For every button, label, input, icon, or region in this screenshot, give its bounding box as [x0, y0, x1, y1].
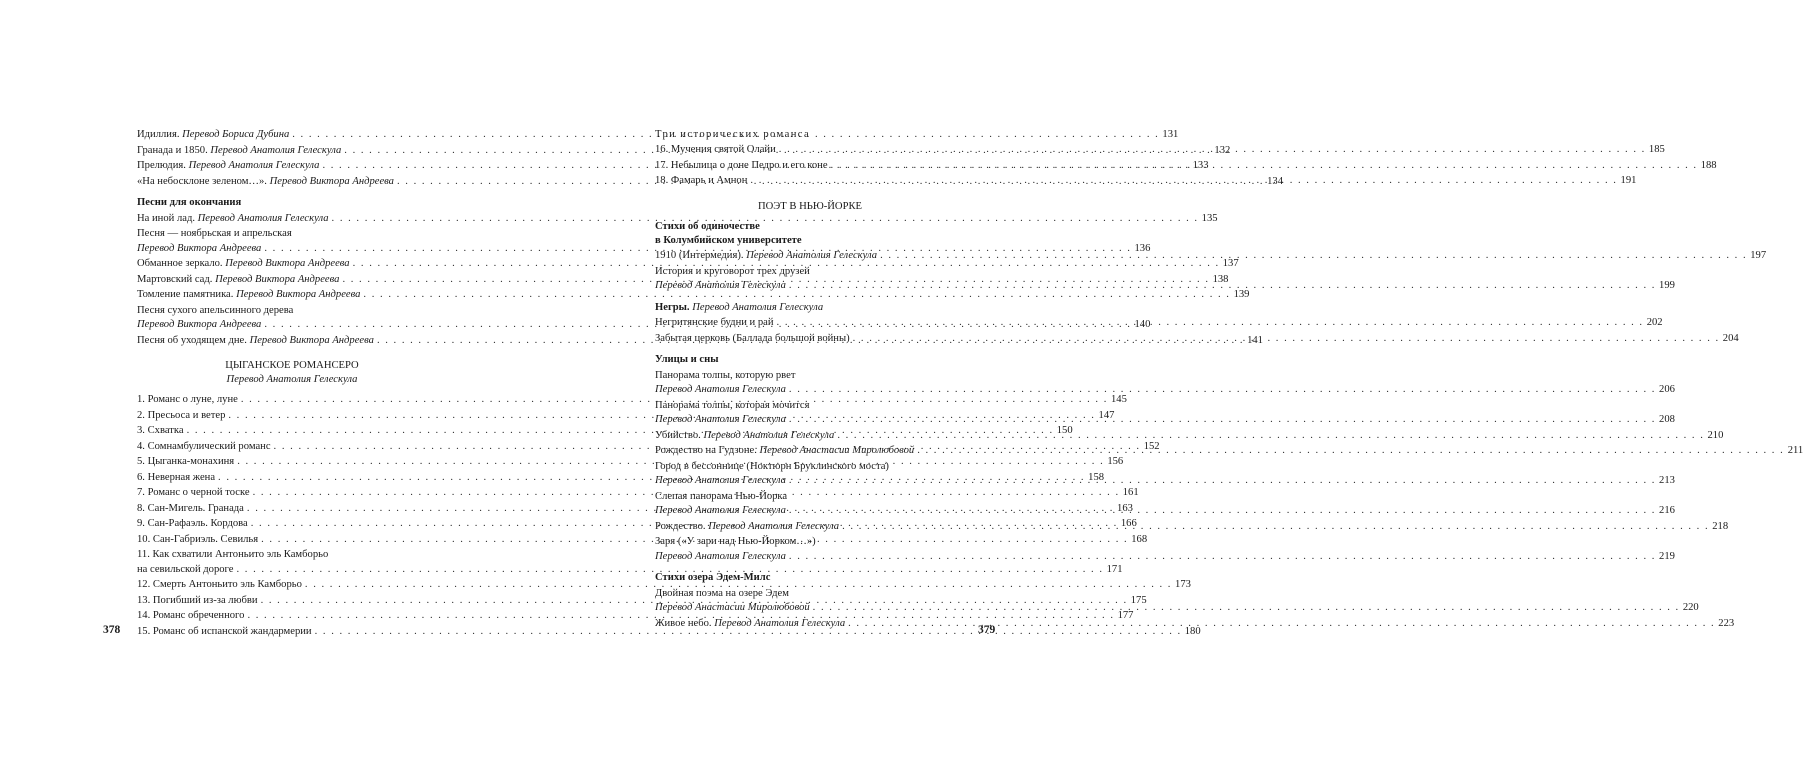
entry-title: 10. Сан-Габриэль. Севилья — [137, 533, 259, 545]
toc-entry — [137, 288, 1250, 303]
entry-page-number: 204 — [1722, 332, 1739, 344]
entry-title: Забытая церковь (Баллада большой войны) — [655, 332, 850, 344]
entry-page-number: 173 — [1175, 579, 1191, 590]
entry-text — [137, 175, 394, 190]
entry-page-number: 208 — [1659, 414, 1675, 425]
entry-text — [137, 288, 360, 303]
entry-translator: Перевод Анатолия Гелескула — [197, 212, 329, 224]
entry-title: Слепая панорама Нью-Йорка — [655, 490, 788, 502]
entry-title: 14. Романс обреченного — [137, 610, 245, 621]
entry-title: Песня об уходящем дне. — [137, 334, 247, 346]
entry-title: Томление памятника. — [137, 289, 234, 300]
entry-text — [655, 520, 839, 535]
entry-line — [655, 550, 1675, 565]
entry-title: 12. Смерть Антоньито эль Камборьо — [137, 579, 302, 590]
entry-page-number: 168 — [1131, 533, 1148, 545]
entry-page-number: 191 — [1620, 175, 1637, 186]
entry-page-number: 211 — [1787, 445, 1803, 456]
cycle-title-text: ЦЫГАНСКОЕ РОМАНСЕРО — [225, 360, 359, 371]
entry-page-number: 150 — [1056, 425, 1073, 436]
entry-page-number: 131 — [1162, 129, 1179, 140]
entry-translator: Перевод Виктора Андреева — [137, 242, 262, 254]
entry-page-number: 137 — [1222, 258, 1239, 269]
entry-text — [655, 550, 786, 565]
entry-text — [655, 143, 776, 158]
section-heading-line: Стихи об одиночестве — [655, 220, 760, 232]
entry-title: 13. Погибший из-за любви — [137, 594, 258, 606]
entry-page-number: 158 — [1088, 471, 1105, 483]
entry-translator: Перевод Виктора Андреева — [225, 258, 350, 269]
entry-text — [655, 413, 786, 428]
page-number-right: 379 — [978, 624, 996, 636]
entry-title: Рождество на Гудзоне. — [655, 445, 757, 456]
entry-text — [137, 594, 258, 609]
dot-leader — [789, 279, 1656, 294]
entry-title: Заря («У зари над Нью-Йорком…») — [655, 536, 816, 547]
entry-text — [655, 383, 786, 398]
entry-page-number: 199 — [1659, 280, 1675, 291]
entry-line — [137, 288, 1250, 303]
entry-text — [137, 563, 233, 578]
entry-text — [655, 617, 845, 632]
entry-page-number: 166 — [1120, 518, 1137, 529]
entry-title: Рождество. — [655, 520, 706, 532]
section-heading-translator: Перевод Анатолия Гелескула — [692, 301, 824, 313]
entry-title: 17. Небылица о доне Педро и его коне — [655, 159, 828, 171]
entry-text — [137, 440, 271, 455]
dot-leader — [779, 143, 1646, 158]
entry-text — [655, 444, 914, 459]
entry-text — [137, 609, 244, 624]
entry-translator: Перевод Анатолия Гелескула — [708, 520, 840, 532]
section-heading — [655, 220, 965, 248]
entry-translator: Перевод Виктора Андреева — [236, 289, 361, 300]
entry-page-number: 139 — [1233, 289, 1250, 300]
entry-text — [137, 212, 329, 227]
entry-translator: Перевод Анатолия Гелескула — [655, 505, 786, 516]
entry-page-number: 213 — [1659, 475, 1675, 486]
entry-title: Идиллия. — [137, 129, 180, 140]
dot-leader — [750, 174, 1617, 189]
entry-page-number: 147 — [1098, 409, 1115, 421]
entry-translator: Перевод Анатолия Гелескула — [655, 414, 786, 425]
section-heading: Песни для окончания — [137, 197, 242, 208]
entry-title: Панорама толпы, которая мочится — [655, 399, 810, 411]
section-heading: Три исторических романса — [655, 129, 811, 140]
entry-text — [137, 502, 244, 517]
cycle-subtitle: Перевод Анатолия Гелескула — [226, 374, 358, 385]
entry-title: На иной лад. — [137, 212, 195, 224]
entry-translator: Перевод Анатолия Гелескула — [714, 617, 846, 629]
entry-text — [655, 249, 877, 264]
entry-page-number: 135 — [1201, 212, 1218, 224]
entry-text — [655, 316, 774, 331]
entry-title: Живое небо. — [655, 617, 712, 629]
dot-leader — [789, 383, 1656, 398]
entry-page-number: 202 — [1646, 317, 1663, 328]
entry-title: 4. Сомнамбулический романс — [137, 440, 271, 452]
entry-title: Обманное зеркало. — [137, 258, 223, 269]
page-number-left: 378 — [103, 624, 121, 636]
entry-page-number: 210 — [1707, 429, 1724, 441]
entry-title: 3. Схватка — [137, 425, 184, 436]
entry-title: Город в бессоннице (Ноктюрн Бруклинского моста) — [655, 460, 889, 472]
entry-translator: Перевод Анатолия Гелескула — [655, 475, 786, 486]
entry-translator: Перевод Анатолия Гелескула — [703, 429, 835, 441]
dot-leader — [842, 520, 1709, 535]
toc-entry — [655, 369, 1675, 398]
entry-translator: Перевод Анатолия Гелескула — [188, 160, 320, 171]
entry-text — [137, 242, 261, 257]
entry-translator: Перевод Виктора Андреева — [269, 175, 394, 187]
entry-title: Панорама толпы, которую рвет — [655, 369, 796, 381]
entry-page-number: 206 — [1659, 384, 1675, 395]
entry-title: 18. Фамарь и Амнон — [655, 175, 748, 186]
entry-page-number: 218 — [1712, 520, 1729, 532]
entry-title: 16. Мучения святой Олайи — [655, 144, 776, 155]
dot-leader — [777, 316, 1644, 331]
entry-translator: Перевод Виктора Андреева — [215, 273, 340, 285]
entry-page-number: 188 — [1700, 159, 1717, 171]
entry-page-number: 197 — [1750, 250, 1767, 261]
entry-translator: Перевод Анастасии Миролюбовой — [759, 445, 915, 456]
entry-title: 11. Как схватили Антоньито эль Камборьо — [137, 549, 329, 560]
entry-line — [655, 383, 1675, 398]
entry-page-number: 177 — [1117, 610, 1134, 621]
entry-page-number: 223 — [1718, 617, 1735, 629]
entry-text — [137, 144, 341, 159]
entry-page-number: 152 — [1143, 440, 1160, 452]
dot-leader — [837, 429, 1704, 444]
entry-page-number: 156 — [1107, 456, 1124, 467]
entry-text — [137, 128, 289, 143]
entry-title: Песня сухого апельсинного дерева — [137, 304, 294, 316]
entry-page-number: 141 — [1247, 334, 1263, 346]
entry-text — [137, 159, 319, 174]
entry-page-number: 220 — [1682, 602, 1699, 613]
entry-title: 8. Сан-Мигель. Гранада — [137, 502, 244, 514]
entry-title: Двойная поэма на озере Эдем — [655, 587, 789, 599]
cycle-title-text: ПОЭТ В НЬЮ-ЙОРКЕ — [757, 200, 862, 212]
entry-page-number: 140 — [1134, 319, 1151, 330]
dot-leader — [789, 504, 1656, 519]
cycle-title — [655, 200, 965, 214]
entry-title: на севильской дороге — [137, 563, 234, 575]
entry-translator: Перевод Анатолия Гелескула — [210, 144, 342, 156]
entry-text — [137, 424, 184, 439]
entry-translator: Перевод Виктора Андреева — [137, 319, 262, 330]
section-heading-line: в Колумбийском университете — [655, 234, 802, 246]
entry-text — [655, 332, 850, 347]
entry-page-number: 185 — [1648, 144, 1665, 155]
entry-title: Негритянские будни и рай — [655, 317, 774, 328]
entry-page-number: 219 — [1659, 550, 1675, 562]
dot-leader — [789, 550, 1656, 565]
entry-translator: Перевод Анатолия Гелескула — [655, 384, 786, 395]
entry-page-number: 134 — [1267, 175, 1284, 187]
entry-page-number: 132 — [1214, 144, 1231, 156]
entry-title: 7. Романс о черной тоске — [137, 487, 250, 498]
entry-title: Убийство. — [655, 429, 701, 441]
dot-leader — [813, 601, 1680, 616]
entry-text — [655, 601, 810, 616]
entry-title: Прелюдия. — [137, 160, 186, 171]
entry-page-number: 136 — [1134, 242, 1151, 254]
entry-page-number: 216 — [1659, 505, 1675, 516]
entry-title: История и круговорот трех друзей — [655, 265, 810, 277]
entry-title: 1910 (Интермедия). — [655, 250, 744, 261]
entry-title: 5. Цыганка-монахиня — [137, 456, 235, 467]
entry-title: Мартовский сад. — [137, 273, 213, 285]
entry-text — [137, 334, 374, 349]
entry-text — [137, 393, 238, 408]
entry-text — [137, 455, 234, 470]
entry-text — [655, 504, 786, 519]
entry-title: 15. Романс об испанской жандармерии — [137, 625, 312, 637]
entry-text — [137, 257, 350, 272]
entry-page-number: 161 — [1122, 487, 1139, 498]
cycle-title — [137, 359, 447, 387]
entry-page-number: 171 — [1106, 563, 1123, 575]
entry-page-number: 138 — [1212, 273, 1229, 285]
entry-translator: Перевод Анастасии Миролюбовой — [655, 602, 810, 613]
section-heading — [655, 301, 965, 315]
entry-text — [137, 517, 248, 532]
entry-page-number: 180 — [1184, 625, 1201, 637]
entry-text — [137, 409, 225, 424]
dot-leader — [880, 249, 1747, 264]
entry-title: 9. Сан-Рафаэль. Кордова — [137, 518, 248, 529]
entry-text — [137, 471, 215, 486]
entry-translator: Перевод Анатолия Гелескула — [655, 550, 786, 562]
entry-text — [137, 486, 250, 501]
entry-title: 1. Романс о луне, луне — [137, 394, 238, 405]
dot-leader — [789, 474, 1656, 489]
entry-text — [137, 625, 312, 640]
entry-translator: Перевод Анатолия Гелескула — [655, 280, 786, 291]
entry-title: 6. Неверная жена — [137, 471, 216, 483]
entry-page-number: 175 — [1130, 594, 1147, 606]
entry-text — [655, 474, 786, 489]
entry-text — [137, 533, 258, 548]
dot-leader — [917, 444, 1784, 459]
section-heading: Стихи озера Эдем-Милс — [655, 572, 771, 583]
section-heading-text: Негры. — [655, 301, 690, 313]
entry-text — [655, 279, 786, 294]
entry-title: Песня — ноябрьская и апрельская — [137, 228, 292, 239]
dot-leader — [789, 413, 1656, 428]
entry-title: 2. Пресьоса и ветер — [137, 409, 226, 421]
entry-title: «На небосклоне зеленом…». — [137, 175, 267, 187]
entry-text — [137, 318, 261, 333]
section-heading: Улицы и сны — [655, 354, 719, 365]
entry-text — [655, 429, 834, 444]
entry-text — [655, 174, 747, 189]
dot-leader — [831, 159, 1698, 174]
entry-page-number: 163 — [1117, 502, 1133, 514]
entry-translator: Перевод Бориса Дубина — [182, 129, 290, 140]
entry-text — [137, 578, 302, 593]
entry-title: Гранада и 1850. — [137, 144, 208, 156]
entry-page-number: 133 — [1192, 160, 1209, 171]
dot-leader — [853, 332, 1720, 347]
entry-text — [655, 159, 828, 174]
entry-translator: Перевод Виктора Андреева — [249, 334, 374, 346]
entry-translator: Перевод Анатолия Гелескула — [746, 250, 878, 261]
entry-text — [137, 273, 339, 288]
entry-page-number: 145 — [1110, 394, 1127, 405]
